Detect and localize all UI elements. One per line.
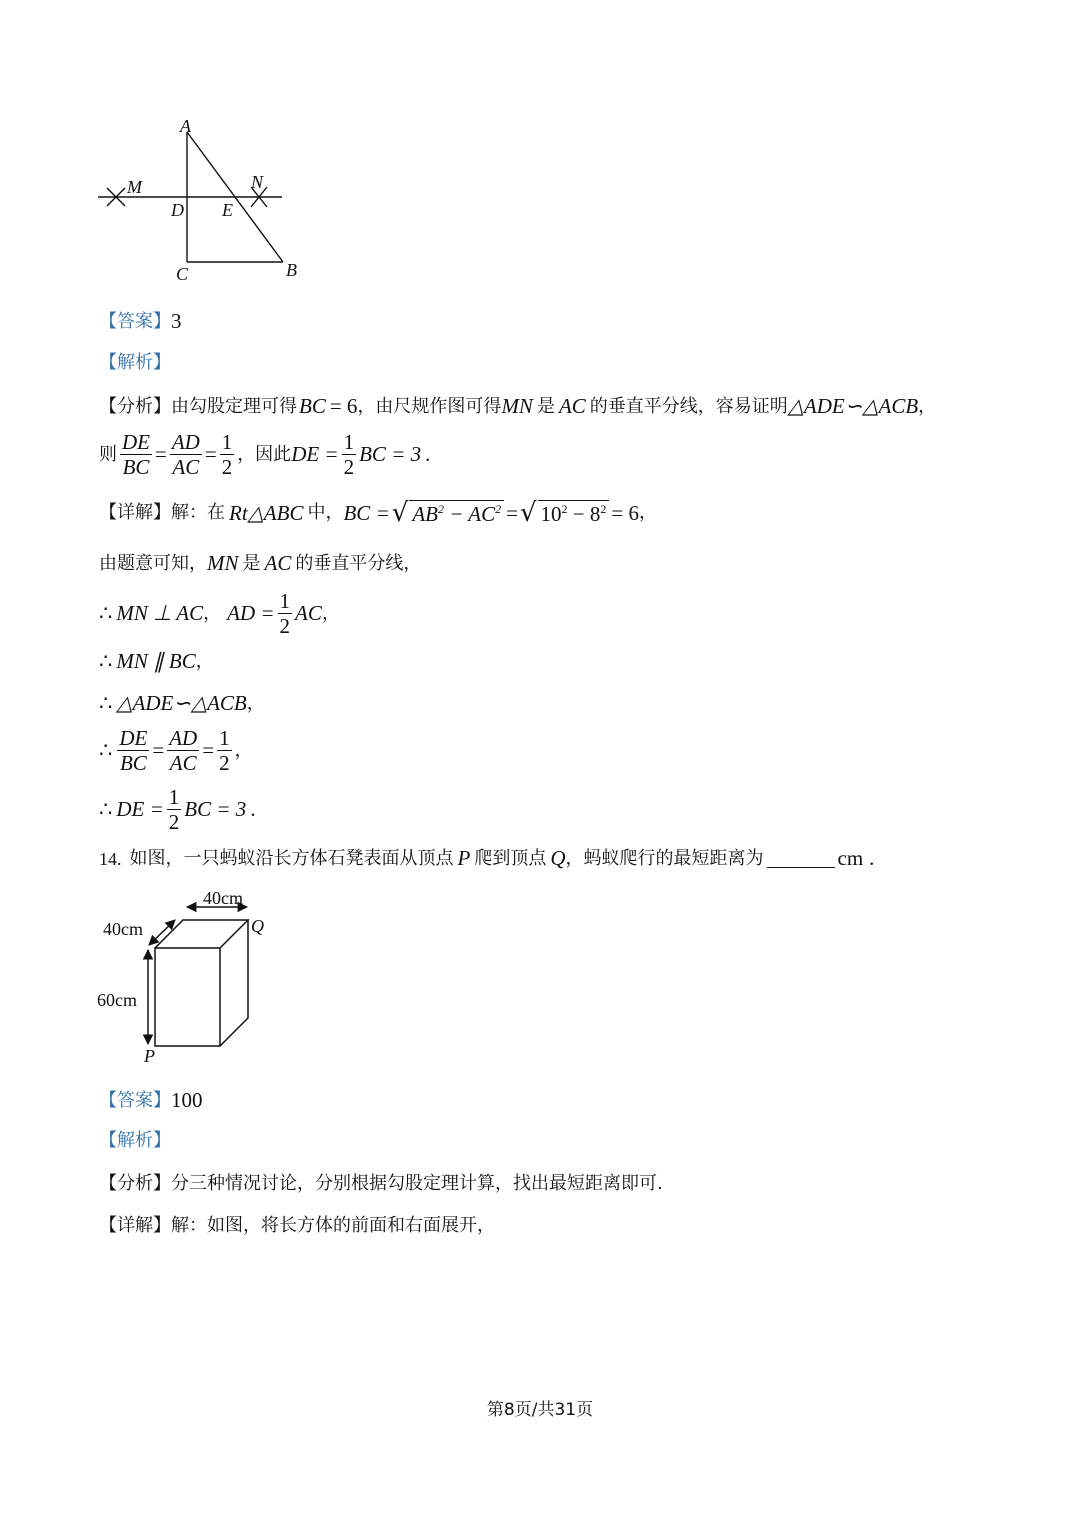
- q14-analysis-line: [99, 1175, 663, 1193]
- fraction-half: $\frac{1}{2}$: [221, 430, 233, 480]
- jiexi-tag: 【解析】: [99, 352, 171, 373]
- analysis-text: ，由尺规作图可得: [357, 395, 502, 417]
- q13-answer-line: [99, 311, 182, 332]
- sqrt-ab-ac: √ $AB^2 - AC^2$: [392, 500, 504, 526]
- math-ac: AC: [264, 551, 292, 575]
- fraction-ad-ac: $\frac{AD}{AC}$: [169, 726, 198, 776]
- question-number: 14.: [99, 848, 122, 869]
- cuboid-figure: [95, 885, 295, 1070]
- label-c: C: [176, 264, 189, 284]
- q13-step-line: [99, 590, 340, 637]
- math-bc-eq3: BC = 3: [359, 442, 422, 467]
- answer-tag: 【答案】: [99, 1089, 171, 1111]
- label-b: B: [286, 260, 297, 280]
- math-bc-eq3: BC = 3: [184, 797, 247, 822]
- question-text: ，蚂蚁爬行的最短距离为: [565, 847, 764, 869]
- period: .: [869, 846, 875, 870]
- math-p: P: [457, 846, 471, 870]
- equals: =: [152, 738, 165, 763]
- comma: ，: [246, 692, 265, 714]
- q14-jiexi-line: [99, 1132, 171, 1150]
- fraction-ad-ac: $\frac{AD}{AC}$: [171, 430, 200, 480]
- comma: ，: [195, 650, 214, 672]
- label-a: A: [180, 116, 191, 136]
- label-n: N: [251, 172, 264, 192]
- analysis-text: 分三种情况讨论，分别根据勾股定理计算，找出最短距离即可.: [171, 1173, 663, 1194]
- detail-text: 解：如图，将长方体的前面和右面展开，: [171, 1215, 495, 1236]
- comma: ，: [638, 502, 657, 524]
- therefore-symbol: ∴: [99, 738, 113, 763]
- fraction-half: $\frac{1}{2}$: [168, 785, 180, 835]
- math-bc: BC: [299, 394, 326, 418]
- sqrt-numbers: √ $10^2 - 8^2$: [520, 500, 609, 526]
- math-bc-eq: BC =: [343, 500, 390, 525]
- fraction-half: $\frac{1}{2}$: [219, 726, 230, 776]
- math-ac: AC: [295, 601, 322, 626]
- label-d: D: [171, 200, 184, 220]
- fraction-half: $\frac{1}{2}$: [279, 589, 291, 639]
- analysis-text: 的垂直平分线，容易证明: [589, 395, 788, 417]
- math-similar: △ADE∽△ACB: [116, 691, 247, 715]
- then-text: 则: [99, 443, 117, 465]
- step-text: 由题意可知，: [99, 552, 207, 574]
- question-text: 如图，一只蚂蚁沿长方体石凳表面从顶点: [129, 847, 454, 869]
- equals: =: [506, 500, 518, 525]
- q13-step-line: [99, 693, 265, 714]
- answer-blank: [767, 849, 835, 868]
- period: .: [425, 442, 431, 467]
- analysis-tag: 【分析】: [99, 1173, 171, 1194]
- fraction-de-bc: $\frac{DE}{BC}$: [122, 430, 150, 480]
- q13-analysis-line: [99, 396, 936, 417]
- math-mn: MN: [207, 551, 239, 575]
- comma: ，: [918, 395, 937, 417]
- label-e: E: [222, 200, 233, 220]
- q13-step-line: [99, 727, 253, 774]
- detail-tag: 【详解】: [99, 1215, 171, 1236]
- q13-step-line: [99, 553, 421, 574]
- math-rt-abc: Rt△ABC: [229, 500, 304, 525]
- detail-text: 中，: [307, 502, 344, 524]
- comma: ，: [321, 602, 340, 624]
- equals: =: [202, 738, 215, 763]
- q13-step-line: [99, 651, 214, 672]
- comma: ，: [203, 602, 222, 624]
- therefore-symbol: ∴: [99, 797, 113, 822]
- therefore-symbol: ∴: [99, 691, 113, 715]
- therefore-text: ，因此: [237, 443, 292, 465]
- answer-tag: 【答案】: [99, 310, 171, 332]
- fraction-de-bc: $\frac{DE}{BC}$: [119, 726, 148, 776]
- detail-tag: 【详解】: [99, 502, 171, 524]
- math-ad-eq: AD =: [227, 601, 275, 626]
- answer-value: 100: [171, 1088, 203, 1112]
- math-eq6: = 6: [611, 500, 639, 525]
- label-m: M: [127, 177, 142, 197]
- period: .: [250, 797, 256, 822]
- analysis-text: 由勾股定理可得: [171, 395, 297, 417]
- dimension-height-label: 60cm: [97, 990, 137, 1010]
- therefore-symbol: ∴: [99, 649, 113, 673]
- page-footer: 第8页/共31页: [486, 1400, 594, 1420]
- equals: =: [155, 442, 167, 467]
- analysis-text: 是: [536, 395, 555, 417]
- answer-value: 3: [171, 309, 182, 333]
- equals: =: [204, 442, 217, 467]
- math-mn-perp-ac: MN ⊥ AC: [116, 601, 204, 626]
- cuboid-top-face: [155, 920, 248, 948]
- comma: ，: [234, 739, 253, 761]
- jiexi-tag: 【解析】: [99, 1130, 171, 1151]
- q14-detail-line: [99, 1217, 495, 1235]
- math-de-eq: DE =: [291, 442, 339, 467]
- math-mn: MN: [501, 394, 533, 418]
- q13-jiexi-line: [99, 354, 171, 372]
- q13-analysis-line2: [99, 431, 430, 478]
- dimension-top-label: 40cm: [203, 888, 243, 908]
- fraction-half: $\frac{1}{2}$: [343, 430, 355, 480]
- step-text: 的垂直平分线，: [295, 552, 422, 574]
- dimension-side-label: 40cm: [103, 919, 143, 939]
- q14-answer-line: [99, 1090, 203, 1111]
- math-similar: △ADE∽△ACB: [787, 394, 919, 418]
- therefore-symbol: ∴: [99, 601, 113, 626]
- cuboid-front-face: [155, 948, 220, 1046]
- triangle-figure: [95, 110, 315, 290]
- math-q: Q: [550, 846, 566, 870]
- vertex-p-label: P: [144, 1046, 155, 1066]
- step-text: 是: [242, 552, 261, 574]
- cuboid-right-face: [220, 920, 248, 1046]
- question-text: 爬到顶点: [474, 847, 547, 869]
- q13-step-line: [99, 786, 256, 833]
- vertex-q-label: Q: [251, 916, 264, 936]
- math-ac: AC: [558, 394, 586, 418]
- analysis-tag: 【分析】: [99, 395, 171, 417]
- math-mn-parallel-bc: MN ∥ BC: [116, 649, 196, 673]
- q13-detail-line: [99, 498, 657, 529]
- q14-question-line: [99, 848, 874, 869]
- detail-text: 解：在: [171, 502, 225, 524]
- unit-cm: cm: [837, 846, 864, 870]
- math-eq6: = 6: [329, 394, 358, 418]
- math-de-eq: DE =: [116, 797, 164, 822]
